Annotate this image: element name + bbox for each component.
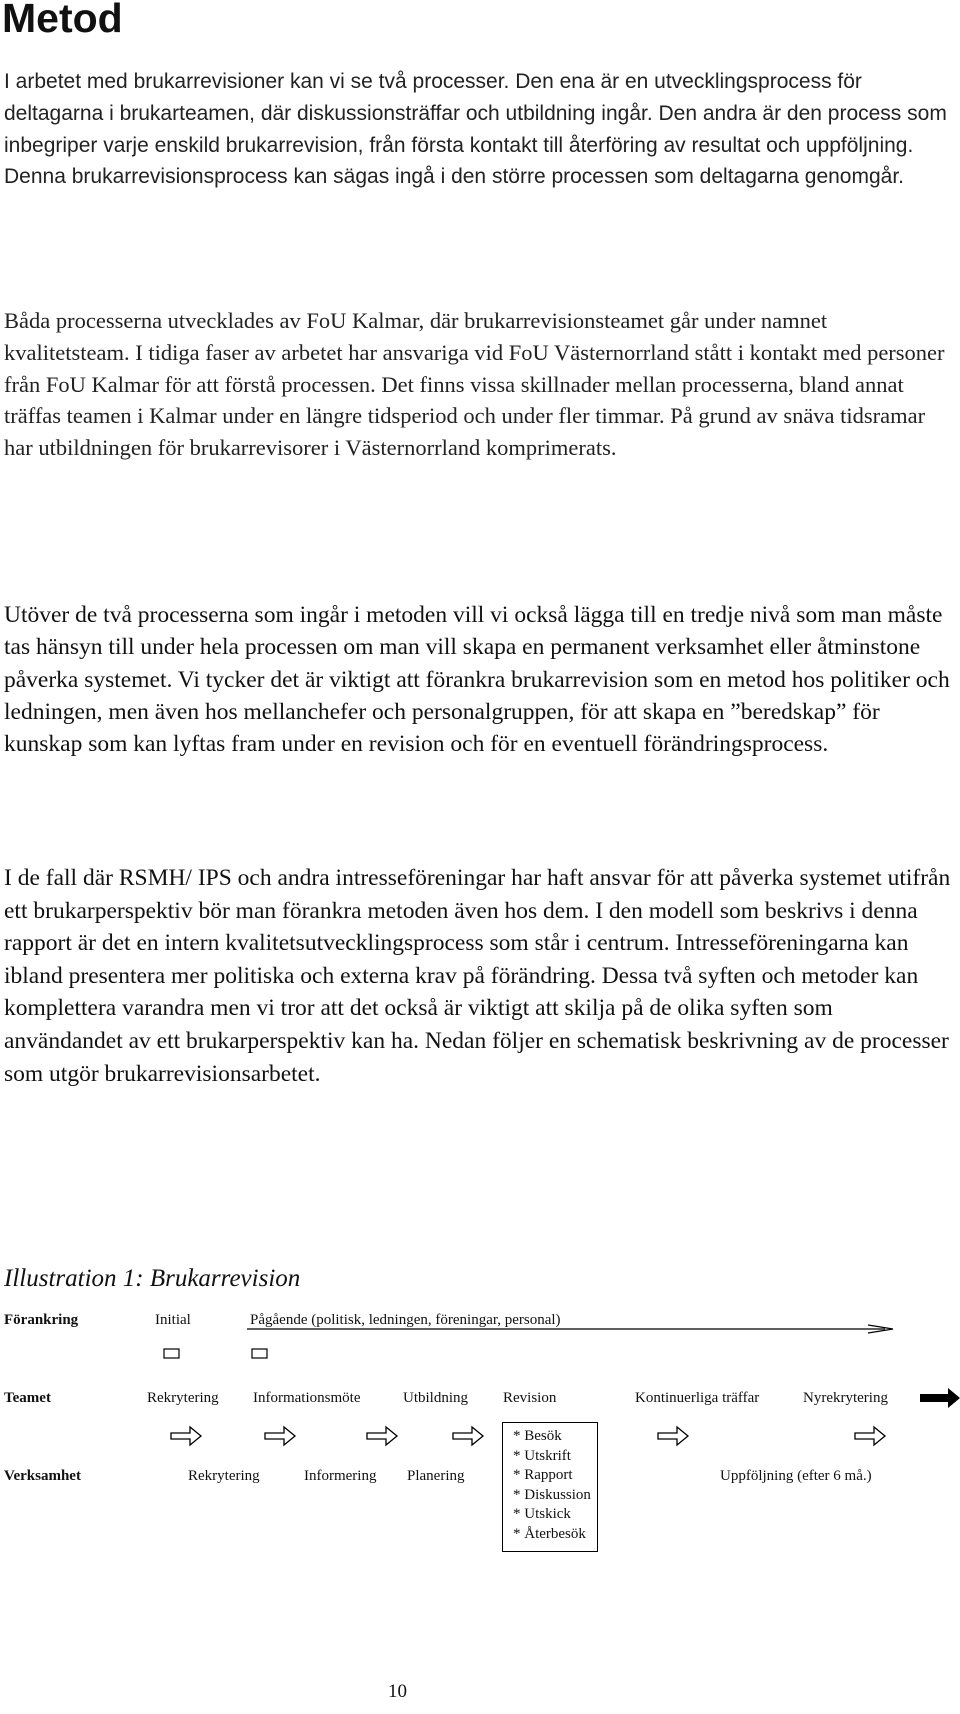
forankring-label: Förankring bbox=[4, 1312, 79, 1328]
revision-item: * Besök bbox=[513, 1428, 562, 1444]
teamet-step: Kontinuerliga träffar bbox=[635, 1390, 760, 1406]
revision-item: * Rapport bbox=[513, 1467, 573, 1483]
teamet-step: Revision bbox=[503, 1390, 557, 1406]
verksamhet-step: Informering bbox=[304, 1468, 377, 1484]
section-heading: Metod bbox=[2, 0, 123, 41]
revision-items-box bbox=[502, 1422, 598, 1552]
revision-item: * Återbesök bbox=[513, 1525, 586, 1542]
page-number: 10 bbox=[388, 1681, 407, 1702]
forankring-initial: Initial bbox=[155, 1312, 191, 1328]
revision-item: * Diskussion bbox=[513, 1486, 591, 1503]
paragraph-4: I de fall där RSMH/ IPS och andra intresseföreningar har haft ansvar för att påverka systemet utifrån ett brukarperspektiv bör man förankra metoden även hos dem. I den modell som beskrivs i denna rapport är det en intern kvalitetsutvecklingsprocess som står i centrum. Intresseföreningarna kan ibland presentera mer politiska och externa krav på förändring. Dessa två syften och metoder kan komplettera varandra men vi tror att det också är viktigt att skilja på de olika syften som användandet av ett brukarperspektiv kan ha. Nedan följer en schematisk beskrivning av de processer som utgör brukarrevisionsarbetet. bbox=[4, 865, 951, 1087]
paragraph-3: Utöver de två processerna som ingår i metoden vill vi också lägga till en tredje nivå som man måste tas hänsyn till under hela processen om man vill skapa en permanent verksamhet eller åtminstone påverka systemet. Vi tycker det är viktigt att förankra brukarrevision som en metod hos politiker och ledningen, men även hos mellanchefer och personalgruppen, för att skapa en ”beredskap” för kunskap som kan lyftas fram under en revision och för en eventuell förändringsprocess. bbox=[4, 602, 950, 758]
verksamhet-step: Planering bbox=[407, 1468, 465, 1484]
illustration-title: Illustration 1: Brukarrevision bbox=[4, 1265, 301, 1292]
initial-box bbox=[164, 1349, 179, 1358]
teamet-arrow-icon bbox=[920, 1388, 960, 1408]
paragraph-2: Båda processerna utvecklades av FoU Kalmar, där brukarrevisionsteamet går under namnet kvalitetsteam. I tidiga faser av arbetet har ansvariga vid FoU Västernorrland stått i kontakt med personer från FoU Kalmar för att förstå processen. Det finns vissa skillnader mellan processerna, bland annat träffas teamen i Kalmar under en längre tidsperiod och under fler timmar. På grund av snäva tidsramar har utbildningen för brukarrevisorer i Västernorrland komprimerats. bbox=[4, 308, 945, 461]
teamet-step: Nyrekrytering bbox=[803, 1390, 888, 1406]
revision-item: * Utskick bbox=[513, 1506, 571, 1522]
paragraph-1: I arbetet med brukarrevisioner kan vi se två processer. Den ena är en utvecklingsprocess för deltagarna i brukarteamen, där diskussionsträffar och utbildning ingår. Den andra är den process som inbegriper varje enskild brukarrevision, från första kontakt till återföring av resultat och uppföljning. Denna brukarrevisionsprocess kan sägas ingå i den större processen som deltagarna genomgår. bbox=[4, 70, 947, 189]
verksamhet-followup: Uppföljning (efter 6 må.) bbox=[720, 1468, 872, 1484]
forankring-pagaende: Pågående (politisk, ledningen, föreningar, personal) bbox=[250, 1312, 561, 1328]
pagaende-box bbox=[252, 1349, 267, 1358]
verksamhet-label: Verksamhet bbox=[4, 1468, 81, 1484]
revision-item: * Utskrift bbox=[513, 1447, 571, 1464]
verksamhet-step: Rekrytering bbox=[188, 1468, 260, 1484]
teamet-step: Utbildning bbox=[403, 1390, 469, 1406]
teamet-label: Teamet bbox=[4, 1390, 51, 1406]
forankring-arrow-head bbox=[868, 1325, 893, 1333]
teamet-step: Rekrytering bbox=[147, 1390, 219, 1406]
teamet-step: Informationsmöte bbox=[253, 1390, 361, 1406]
